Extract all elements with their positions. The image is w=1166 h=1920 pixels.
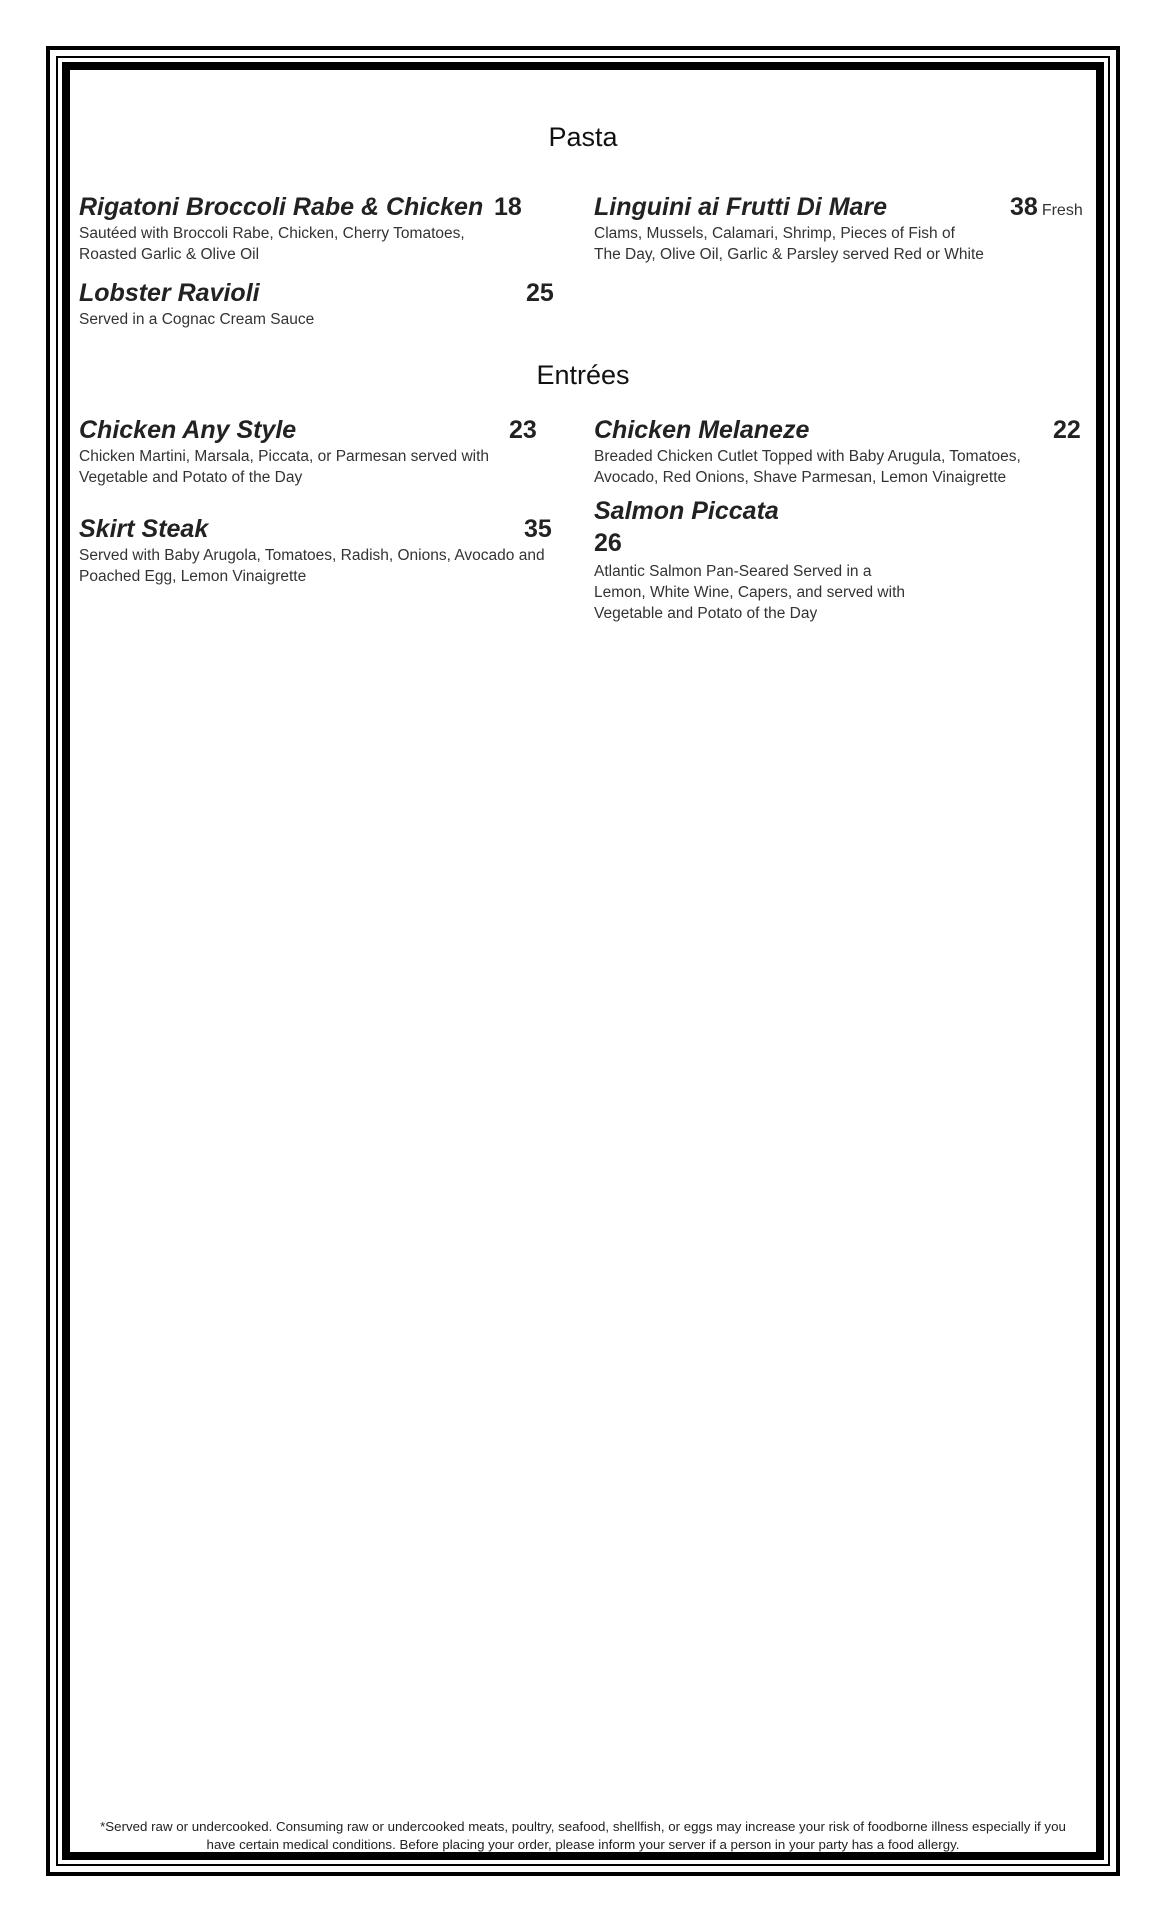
item-description: Breaded Chicken Cutlet Topped with Baby Arugula, Tomatoes, Avocado, Red Onions, Shave Parmesan, Lemon Vinaigrette	[594, 448, 1021, 486]
menu-item-salmon-piccata	[594, 497, 1084, 627]
section-title-entrees: Entrées	[536, 360, 630, 390]
item-name: Skirt Steak	[79, 515, 209, 543]
item-name: Chicken Melaneze	[594, 416, 810, 444]
item-description: Chicken Martini, Marsala, Piccata, or Parmesan served with Vegetable and Potato of the Day	[79, 448, 490, 486]
menu-item-chicken-any-style	[79, 416, 559, 496]
item-description: Sautéed with Broccoli Rabe, Chicken, Cherry Tomatoes, Roasted Garlic & Olive Oil	[79, 225, 465, 263]
item-price: 38 Fresh	[1010, 193, 1083, 221]
item-name: Salmon Piccata	[594, 497, 779, 525]
allergy-disclaimer: *Served raw or undercooked. Consuming raw or undercooked meats, poultry, seafood, shellfish, or eggs may increase your risk of foodborne illness especially if you have certain medical conditions. Before placing your order, please inform your server if a person in your party has a food allergy.	[100, 1819, 1066, 1852]
item-description: Served in a Cognac Cream Sauce	[79, 311, 315, 328]
item-price: 22	[1053, 416, 1081, 444]
item-name: Rigatoni Broccoli Rabe & Chicken	[79, 193, 484, 221]
item-description: Clams, Mussels, Calamari, Shrimp, Pieces of Fish of The Day, Olive Oil, Garlic & Parsley served Red or White	[594, 225, 984, 263]
item-price: 25	[526, 279, 554, 307]
item-price-note: Fresh	[1041, 202, 1083, 219]
item-description: Atlantic Salmon Pan-Seared Served in a Lemon, White Wine, Capers, and served with Vegetable and Potato of the Day	[594, 563, 905, 622]
item-price: 35	[524, 515, 552, 543]
menu-item-lobster-ravioli	[79, 279, 559, 339]
menu-item-linguini	[594, 193, 1084, 273]
item-name: Lobster Ravioli	[79, 279, 260, 307]
menu-item-chicken-melaneze	[594, 416, 1084, 496]
item-name: Chicken Any Style	[79, 416, 297, 444]
item-price: 18	[494, 193, 522, 221]
menu-item-skirt-steak	[79, 515, 559, 595]
item-price: 26	[594, 529, 622, 557]
item-description: Served with Baby Arugola, Tomatoes, Radish, Onions, Avocado and Poached Egg, Lemon Vinaigrette	[79, 547, 545, 585]
section-title-pasta: Pasta	[548, 122, 618, 152]
item-name: Linguini ai Frutti Di Mare	[594, 193, 888, 221]
item-price: 23	[509, 416, 537, 444]
menu-item-rigatoni	[79, 193, 529, 273]
